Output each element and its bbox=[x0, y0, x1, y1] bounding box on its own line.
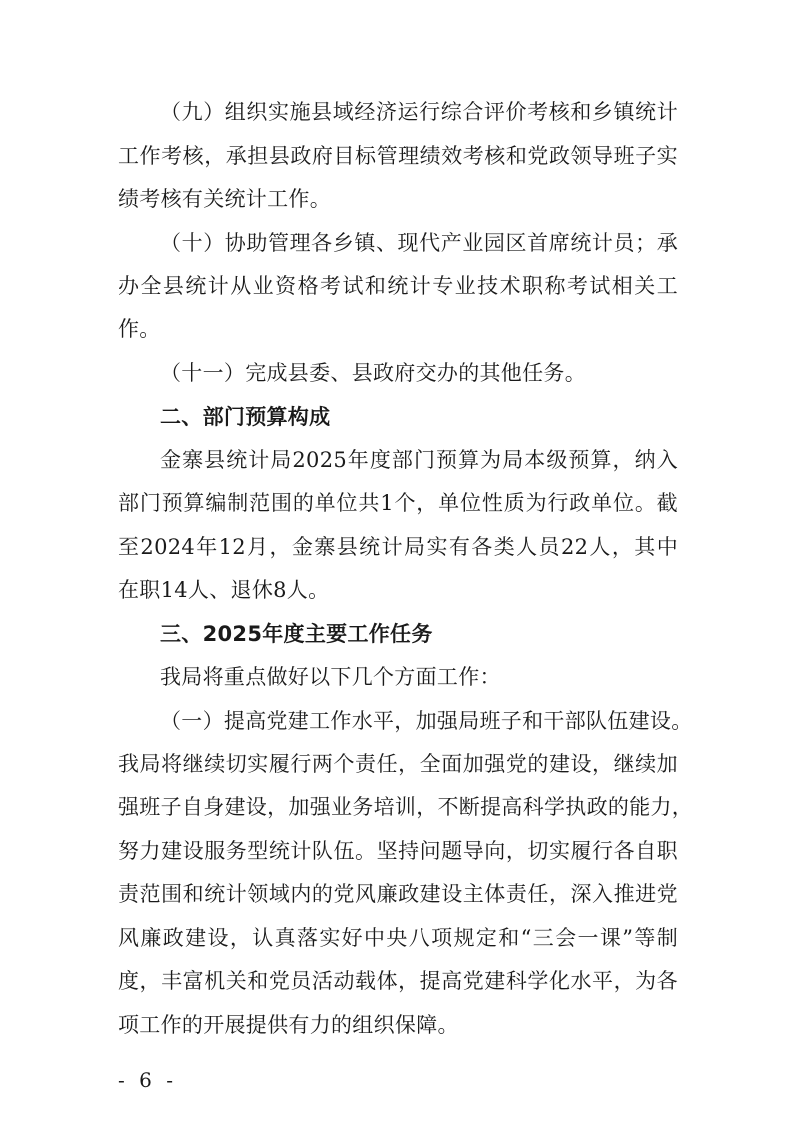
budget-paragraph-line-4: 在职14人、退休8人。 bbox=[118, 578, 330, 602]
task-1-line-3: 强班子自身建设，加强业务培训，不断提高科学执政的能力， bbox=[118, 795, 694, 819]
paragraph-9-line-3: 绩考核有关统计工作。 bbox=[118, 187, 331, 211]
paragraph-9-line-2: 工作考核，承担县政府目标管理绩效考核和党政领导班子实 bbox=[118, 144, 678, 168]
task-1-line-1: （一）提高党建工作水平，加强局班子和干部队伍建设。 bbox=[160, 709, 693, 733]
task-1-line-4: 努力建设服务型统计队伍。坚持问题导向，切实履行各自职 bbox=[118, 839, 678, 863]
section-heading-budget-composition: 二、部门预算构成 bbox=[160, 405, 331, 429]
task-1-line-6: 风廉政建设，认真落实好中央八项规定和“三会一课”等制 bbox=[118, 926, 678, 950]
section-heading-main-tasks: 三、2025年度主要工作任务 bbox=[160, 622, 433, 646]
budget-paragraph-line-1: 金寨县统计局2025年度部门预算为局本级预算，纳入 bbox=[160, 448, 678, 472]
paragraph-10-line-2: 办全县统计从业资格考试和统计专业技术职称考试相关工 bbox=[118, 274, 678, 298]
paragraph-10-line-1: （十）协助管理各乡镇、现代产业园区首席统计员；承 bbox=[160, 231, 678, 255]
paragraph-10-line-3: 作。 bbox=[118, 317, 161, 341]
paragraph-11: （十一）完成县委、县政府交办的其他任务。 bbox=[160, 361, 586, 385]
paragraph-9-line-1: （九）组织实施县域经济运行综合评价考核和乡镇统计 bbox=[160, 100, 678, 124]
task-1-line-7: 度，丰富机关和党员活动载体，提高党建科学化水平，为各 bbox=[118, 969, 678, 993]
budget-paragraph-line-2: 部门预算编制范围的单位共1个，单位性质为行政单位。截 bbox=[118, 491, 678, 515]
tasks-intro: 我局将重点做好以下几个方面工作： bbox=[160, 665, 501, 689]
budget-paragraph-line-3: 至2024年12月，金寨县统计局实有各类人员22人，其中 bbox=[118, 535, 678, 559]
page-number: - 6 - bbox=[118, 1068, 177, 1092]
task-1-line-8: 项工作的开展提供有力的组织保障。 bbox=[118, 1013, 459, 1037]
task-1-line-2: 我局将继续切实履行两个责任，全面加强党的建设，继续加 bbox=[118, 752, 678, 776]
task-1-line-5: 责范围和统计领域内的党风廉政建设主体责任，深入推进党 bbox=[118, 882, 678, 906]
